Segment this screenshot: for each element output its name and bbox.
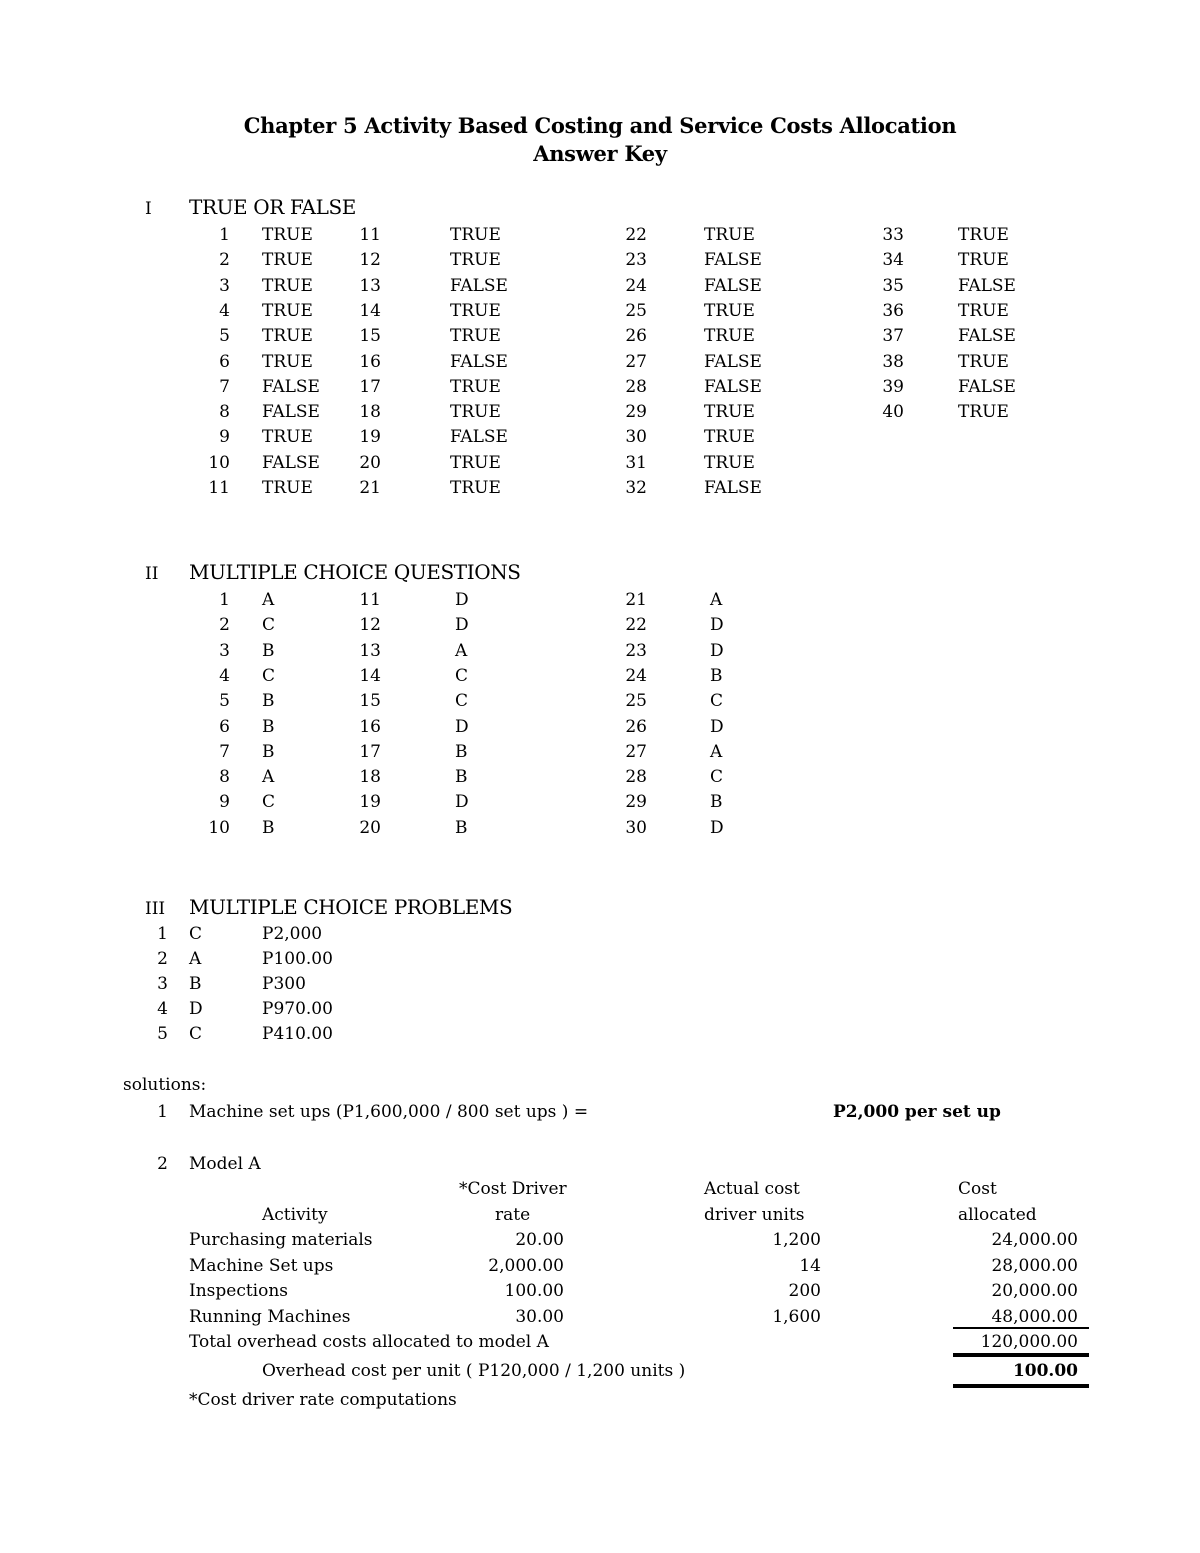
actual-driver-units: 14 <box>799 1255 821 1276</box>
header-allocated: allocated <box>958 1205 1037 1225</box>
answer-value: TRUE <box>262 225 313 245</box>
problem-number: 3 <box>157 974 168 994</box>
question-number: 11 <box>359 225 381 245</box>
question-number: 25 <box>625 691 647 712</box>
problem-answer: P300 <box>262 974 306 994</box>
question-number: 16 <box>359 351 381 372</box>
cost-driver-rate: 2,000.00 <box>488 1255 564 1276</box>
question-number: 3 <box>219 640 230 661</box>
question-number: 10 <box>208 452 230 473</box>
header-cost-driver-rate: *Cost Driver <box>459 1179 567 1199</box>
answer-value: FALSE <box>704 275 762 296</box>
question-number: 12 <box>359 615 381 636</box>
question-number: 8 <box>219 402 230 423</box>
question-number: 13 <box>359 275 381 296</box>
answer-value: D <box>455 716 469 737</box>
question-number: 20 <box>359 452 381 473</box>
activity-name: Purchasing materials <box>189 1230 373 1250</box>
activity-name: Machine Set ups <box>189 1255 334 1276</box>
problem-choice: B <box>189 974 202 994</box>
answer-value: TRUE <box>262 351 313 372</box>
answer-value: TRUE <box>450 452 501 473</box>
per-unit-rule <box>953 1384 1089 1388</box>
answer-value: B <box>262 716 275 737</box>
problem-number: 4 <box>157 999 168 1019</box>
solution-1-result: P2,000 per set up <box>833 1102 1001 1122</box>
answer-value: TRUE <box>450 225 501 245</box>
actual-driver-units: 200 <box>788 1281 821 1301</box>
question-number: 6 <box>219 716 230 737</box>
header-cost-allocated: Cost <box>958 1179 997 1199</box>
answer-value: C <box>262 665 276 686</box>
answer-value: FALSE <box>704 376 762 397</box>
problem-answer: P970.00 <box>262 999 333 1019</box>
answer-value: TRUE <box>262 326 313 347</box>
question-number: 30 <box>625 817 647 838</box>
question-number: 5 <box>219 326 230 347</box>
question-number: 39 <box>882 376 904 397</box>
answer-value: TRUE <box>450 478 501 498</box>
question-number: 17 <box>359 741 381 762</box>
problem-choice: C <box>189 924 203 944</box>
question-number: 7 <box>219 376 230 397</box>
answer-value: D <box>455 792 469 813</box>
double-rule <box>953 1353 1089 1357</box>
actual-driver-units: 1,600 <box>772 1306 821 1327</box>
answer-value: FALSE <box>704 351 762 372</box>
question-number: 3 <box>219 275 230 296</box>
problem-choice: A <box>189 949 202 969</box>
question-number: 18 <box>359 767 381 788</box>
activity-name: Running Machines <box>189 1306 351 1327</box>
answer-value: FALSE <box>262 402 320 423</box>
answer-value: B <box>455 741 468 762</box>
question-number: 24 <box>625 665 647 686</box>
answer-value: TRUE <box>704 452 755 473</box>
question-number: 21 <box>359 478 381 498</box>
per-unit-label: Overhead cost per unit ( P120,000 / 1,200 units ) <box>262 1361 686 1381</box>
question-number: 40 <box>882 402 904 423</box>
problem-number: 5 <box>157 1024 168 1044</box>
answer-value: TRUE <box>958 351 1009 372</box>
problem-number: 1 <box>157 924 168 944</box>
cost-driver-rate: 100.00 <box>504 1281 564 1301</box>
question-number: 27 <box>625 351 647 372</box>
answer-value: D <box>710 615 724 636</box>
answer-value: TRUE <box>958 402 1009 423</box>
problem-answer: P2,000 <box>262 924 323 944</box>
answer-value: TRUE <box>958 300 1009 321</box>
question-number: 9 <box>219 427 230 448</box>
question-number: 19 <box>359 792 381 813</box>
solution-1-text: Machine set ups (P1,600,000 / 800 set ups ) = <box>189 1102 589 1122</box>
solution-number: 1 <box>157 1102 168 1122</box>
question-number: 18 <box>359 402 381 423</box>
question-number: 29 <box>625 792 647 813</box>
answer-value: FALSE <box>704 250 762 271</box>
problem-answer: P100.00 <box>262 949 333 969</box>
answer-value: A <box>262 767 275 788</box>
question-number: 28 <box>625 767 647 788</box>
answer-value: TRUE <box>704 402 755 423</box>
activity-name: Inspections <box>189 1281 289 1301</box>
question-number: 22 <box>625 615 647 636</box>
question-number: 14 <box>359 665 381 686</box>
question-number: 4 <box>219 665 230 686</box>
cost-allocated: 20,000.00 <box>991 1281 1078 1301</box>
question-number: 23 <box>625 250 647 271</box>
question-number: 26 <box>625 716 647 737</box>
answer-value: TRUE <box>958 225 1009 245</box>
actual-driver-units: 1,200 <box>772 1230 821 1250</box>
total-value: 120,000.00 <box>980 1332 1078 1352</box>
question-number: 23 <box>625 640 647 661</box>
answer-value: B <box>455 817 468 838</box>
answer-value: TRUE <box>262 300 313 321</box>
answer-value: FALSE <box>262 452 320 473</box>
answer-value: B <box>262 691 275 712</box>
document-subtitle: Answer Key <box>533 141 667 166</box>
total-label: Total overhead costs allocated to model A <box>189 1332 549 1352</box>
answer-value: C <box>455 665 469 686</box>
question-number: 4 <box>219 300 230 321</box>
question-number: 37 <box>882 326 904 347</box>
answer-value: D <box>455 615 469 636</box>
question-number: 34 <box>882 250 904 271</box>
answer-value: D <box>710 640 724 661</box>
answer-value: C <box>710 691 724 712</box>
question-number: 7 <box>219 741 230 762</box>
footnote: *Cost driver rate computations <box>189 1390 457 1410</box>
question-number: 22 <box>625 225 647 245</box>
answer-value: FALSE <box>958 376 1016 397</box>
answer-value: TRUE <box>450 250 501 271</box>
problem-choice: C <box>189 1024 203 1044</box>
question-number: 35 <box>882 275 904 296</box>
question-number: 24 <box>625 275 647 296</box>
question-number: 12 <box>359 250 381 271</box>
answer-value: TRUE <box>704 300 755 321</box>
question-number: 9 <box>219 792 230 813</box>
question-number: 38 <box>882 351 904 372</box>
answer-value: FALSE <box>704 478 762 498</box>
answer-value: TRUE <box>704 326 755 347</box>
section-number: I <box>145 199 152 219</box>
header-actual-cost: Actual cost <box>704 1179 800 1199</box>
answer-value: C <box>262 615 276 636</box>
answer-value: C <box>710 767 724 788</box>
question-number: 25 <box>625 300 647 321</box>
solution-number: 2 <box>157 1154 168 1174</box>
question-number: 26 <box>625 326 647 347</box>
answer-value: TRUE <box>262 250 313 271</box>
document-title: Chapter 5 Activity Based Costing and Service Costs Allocation <box>243 113 957 138</box>
per-unit-value: 100.00 <box>1012 1361 1078 1381</box>
cost-allocated: 24,000.00 <box>991 1230 1078 1250</box>
question-number: 32 <box>625 478 647 498</box>
section-heading: MULTIPLE CHOICE QUESTIONS <box>189 560 521 584</box>
question-number: 8 <box>219 767 230 788</box>
solution-2-title: Model A <box>189 1154 261 1174</box>
question-number: 28 <box>625 376 647 397</box>
cost-driver-rate: 20.00 <box>515 1230 564 1250</box>
answer-value: FALSE <box>262 376 320 397</box>
answer-value: TRUE <box>958 250 1009 271</box>
section-heading: TRUE OR FALSE <box>189 195 356 219</box>
header-driver-units: driver units <box>704 1205 805 1225</box>
question-number: 21 <box>625 590 647 610</box>
section-heading: MULTIPLE CHOICE PROBLEMS <box>189 895 513 919</box>
answer-value: FALSE <box>958 275 1016 296</box>
total-rule <box>953 1327 1089 1329</box>
question-number: 11 <box>359 590 381 610</box>
question-number: 2 <box>219 615 230 636</box>
question-number: 36 <box>882 300 904 321</box>
question-number: 2 <box>219 250 230 271</box>
question-number: 6 <box>219 351 230 372</box>
answer-value: TRUE <box>450 326 501 347</box>
question-number: 14 <box>359 300 381 321</box>
answer-value: TRUE <box>704 427 755 448</box>
answer-value: B <box>455 767 468 788</box>
answer-value: TRUE <box>704 225 755 245</box>
answer-value: C <box>455 691 469 712</box>
question-number: 19 <box>359 427 381 448</box>
question-number: 10 <box>208 817 230 838</box>
question-number: 11 <box>208 478 230 498</box>
problem-choice: D <box>189 999 203 1019</box>
answer-value: B <box>710 665 723 686</box>
question-number: 31 <box>625 452 647 473</box>
answer-value: B <box>262 640 275 661</box>
answer-value: FALSE <box>450 427 508 448</box>
answer-value: TRUE <box>262 427 313 448</box>
answer-value: B <box>262 817 275 838</box>
section-number: II <box>145 564 159 584</box>
question-number: 30 <box>625 427 647 448</box>
answer-value: B <box>262 741 275 762</box>
answer-value: D <box>710 817 724 838</box>
answer-value: FALSE <box>958 326 1016 347</box>
problem-answer: P410.00 <box>262 1024 333 1044</box>
answer-value: A <box>262 590 275 610</box>
section-number: III <box>145 899 166 919</box>
question-number: 1 <box>219 225 230 245</box>
answer-value: C <box>262 792 276 813</box>
header-activity: Activity <box>262 1205 328 1225</box>
question-number: 5 <box>219 691 230 712</box>
answer-value: TRUE <box>262 478 313 498</box>
solutions-label: solutions: <box>123 1075 207 1095</box>
answer-value: D <box>710 716 724 737</box>
question-number: 29 <box>625 402 647 423</box>
question-number: 17 <box>359 376 381 397</box>
answer-value: FALSE <box>450 275 508 296</box>
question-number: 13 <box>359 640 381 661</box>
question-number: 1 <box>219 590 230 610</box>
question-number: 33 <box>882 225 904 245</box>
answer-value: D <box>455 590 469 610</box>
answer-value: FALSE <box>450 351 508 372</box>
answer-value: TRUE <box>450 300 501 321</box>
question-number: 20 <box>359 817 381 838</box>
question-number: 27 <box>625 741 647 762</box>
question-number: 16 <box>359 716 381 737</box>
question-number: 15 <box>359 326 381 347</box>
answer-value: B <box>710 792 723 813</box>
answer-value: A <box>710 590 723 610</box>
cost-allocated: 28,000.00 <box>991 1255 1078 1276</box>
cost-driver-rate: 30.00 <box>515 1306 564 1327</box>
answer-value: A <box>710 741 723 762</box>
answer-value: TRUE <box>450 402 501 423</box>
answer-value: TRUE <box>262 275 313 296</box>
answer-value: A <box>455 640 468 661</box>
cost-allocated: 48,000.00 <box>991 1306 1078 1327</box>
question-number: 15 <box>359 691 381 712</box>
answer-value: TRUE <box>450 376 501 397</box>
problem-number: 2 <box>157 949 168 969</box>
header-rate: rate <box>495 1205 531 1225</box>
